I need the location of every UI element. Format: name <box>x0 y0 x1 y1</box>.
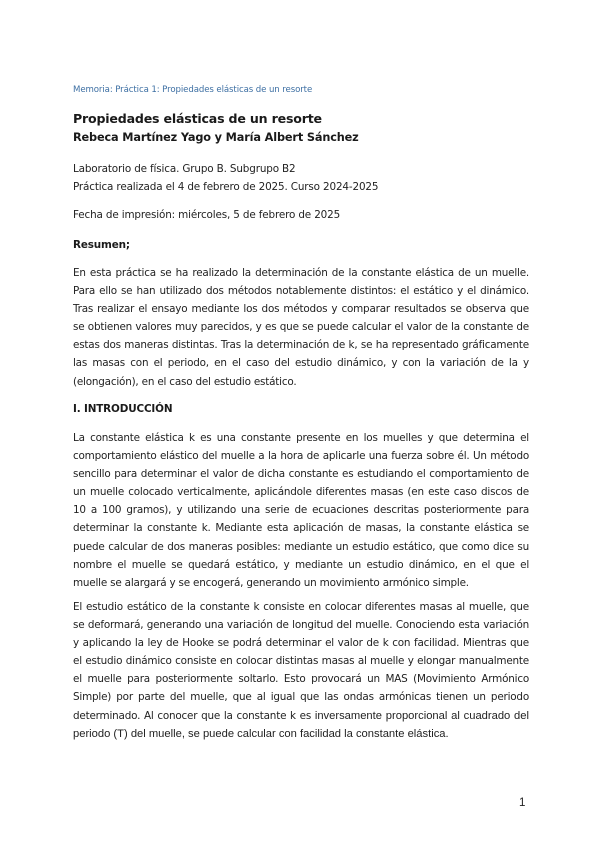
document-title: Propiedades elásticas de un resorte <box>73 111 322 126</box>
abstract-heading: Resumen; <box>73 239 130 251</box>
print-date: Fecha de impresión: miércoles, 5 de febrero de 2025 <box>73 209 341 221</box>
abstract-text: En esta práctica se ha realizado la determinación de la constante elástica de un muelle. Para ello se han utilizado dos métodos notablemente distintos: el estático y el dinámico. Tras realizar el ensayo mediante los dos métodos y comparar resultados se observa que se obtienen valores muy parecidos, y es que se puede calcular el valor de la constante de estas dos maneras distintas. Tras la determinación de k, se ha representado gráficamente las masas con el periodo, en el caso del estudio dinámico, y con la variación de la y (elongación), en el caso del estudio estático. <box>73 267 529 388</box>
authors: Rebeca Martínez Yago y María Albert Sánchez <box>73 131 359 144</box>
running-header: Memoria: Práctica 1: Propiedades elásticas de un resorte <box>73 85 313 95</box>
introduction-paragraph-2-text: El estudio estático de la constante k consiste en colocar diferentes masas al muelle, que se deformará, generando una variación de longitud del muelle. Conociendo esta variación y aplicando la ley de Hooke se podrá determinar el valor de k con facilidad. Mientras que el estudio dinámico consiste en colocar distintas masas al muelle y elongar manualmente el muelle para posteriormente soltarlo. Esto provocará un MAS (Movimiento Armónico Simple) por parte del muelle, que al igual que las ondas armónicas tienen un periodo determinado. Al conocer que la constante k es <box>73 601 529 722</box>
lab-info: Laboratorio de física. Grupo B. Subgrupo B2 <box>73 163 296 175</box>
practice-date: Práctica realizada el 4 de febrero de 2025. Curso 2024-2025 <box>73 181 379 193</box>
introduction-heading: I. INTRODUCCIÓN <box>73 403 173 415</box>
page-number: 1 <box>519 797 526 809</box>
introduction-paragraph-2 <box>73 598 529 743</box>
introduction-paragraph-2-continuation: inversamente proporcional al cuadrado del periodo (T) del muelle, se puede calcular con facilidad la constante elástica. <box>73 709 529 740</box>
introduction-paragraph-1: La constante elástica k es una constante presente en los muelles y que determina el comportamiento elástico del muelle a la hora de aplicarle una fuerza sobre él. Un método sencillo para determinar el valor de dicha constante es estudiando el comportamiento de un muelle colocado verticalmente, aplicándole diferentes masas (en este caso discos de 10 a 100 gramos), y utilizando una serie de ecuaciones descritas posteriormente para determinar la constante k. Mediante esta aplicación de masas, la constante elástica se puede calcular de dos maneras posibles: mediante un estudio estático, que como dice su nombre el muelle se quedará estático, y mediante un estudio dinámico, en el que el muelle se alargará y se encogerá, generando un movimiento armónico simple. <box>73 432 529 589</box>
